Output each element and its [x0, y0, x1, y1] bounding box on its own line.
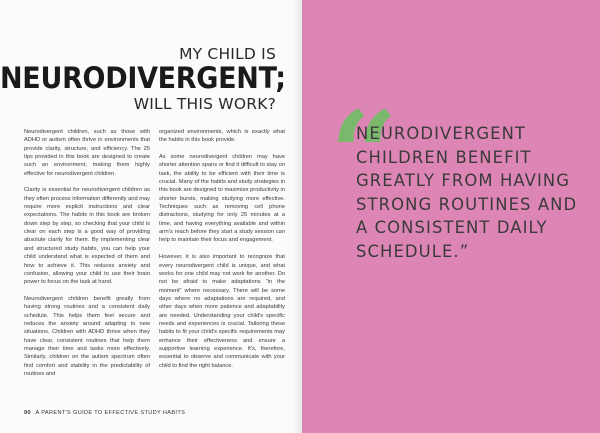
paragraph: organized environments, which is exactly what the habits in this book provide. — [159, 129, 285, 144]
paragraph: Neurodivergent children benefit greatly from having strong routines and a consistent daily schedule. This helps them feel secure and reduces the anxiety around adapting to new situations. Children with ADHD thrive when they have clear, consistent routines that help them manage their time and tasks more effectively. Similarly, children on the autism spectrum often find comfort and stability in the predictability of routines and — [24, 295, 150, 377]
pull-quote: NEURODIVERGENT CHILDREN BENEFIT GREATLY FROM HAVING STRONG ROUTINES AND A CONSISTENT DAILY SCHEDULE.” — [356, 124, 578, 261]
page-number: 90 — [24, 410, 31, 416]
heading-line-2: NEURODIVERGENT; — [0, 61, 286, 96]
paragraph: As some neurodivergent children may have shorter attention spans or find it difficult to stay on task, the ability to be efficient with their time is crucial. Many of the habits and study strategies in this book are designed to maximize productivity in shorter bursts, making studying more effective. Techniques such as removing cell phone distractions, studying for only 25 minutes at a time, and having everything available and within arm's reach before they start a study session can help to maintain their focus and engagement. — [159, 154, 285, 244]
chapter-heading — [0, 45, 286, 113]
body-column-1 — [24, 128, 150, 387]
paragraph: Clarity is essential for neurodivergent children as they often process information differently and may require more explicit instructions and clear expectations. The habits in this book are broken down step by step, so checking that your child is clear on each step is a good way of providing absolute clarity for them. By implementing clear and structured study habits, you can help your child understand what is expected of them and how to achieve it. This reduces anxiety and confusion, allowing your child to use their brain power to focus on the task at hand. — [24, 187, 150, 286]
running-title: A PARENT'S GUIDE TO EFFECTIVE STUDY HABITS — [35, 410, 186, 416]
page-footer — [24, 410, 185, 416]
heading-line-3: WILL THIS WORK? — [133, 95, 276, 113]
paragraph: Neurodivergent children, such as those with ADHD or autism often thrive in environments that provide clarity, structure, and efficiency. The 25 tips provided in this book are designed to create such an environment, making them highly effective for neurodivergent children. — [24, 129, 150, 177]
body-column-2 — [159, 128, 285, 378]
paragraph: However, it is also important to recognize that every neurodivergent child is unique, and what works for one child may not work for another. Do not be afraid to make adaptations "in the moment" where necessary. There will be some days where no adaptations are required, and other days when more patience and adaptability are needed. Understanding your child's specific needs and experiences is crucial. Tailoring these habits to fit your child's specific requirements may enhance their effectiveness and ensure a supportive learning experience. It's, therefore, essential to observe and communicate with your child to find the right balance. — [159, 254, 285, 369]
quote-mark-icon: “ — [330, 85, 388, 224]
heading-line-1: MY CHILD IS — [179, 45, 276, 63]
